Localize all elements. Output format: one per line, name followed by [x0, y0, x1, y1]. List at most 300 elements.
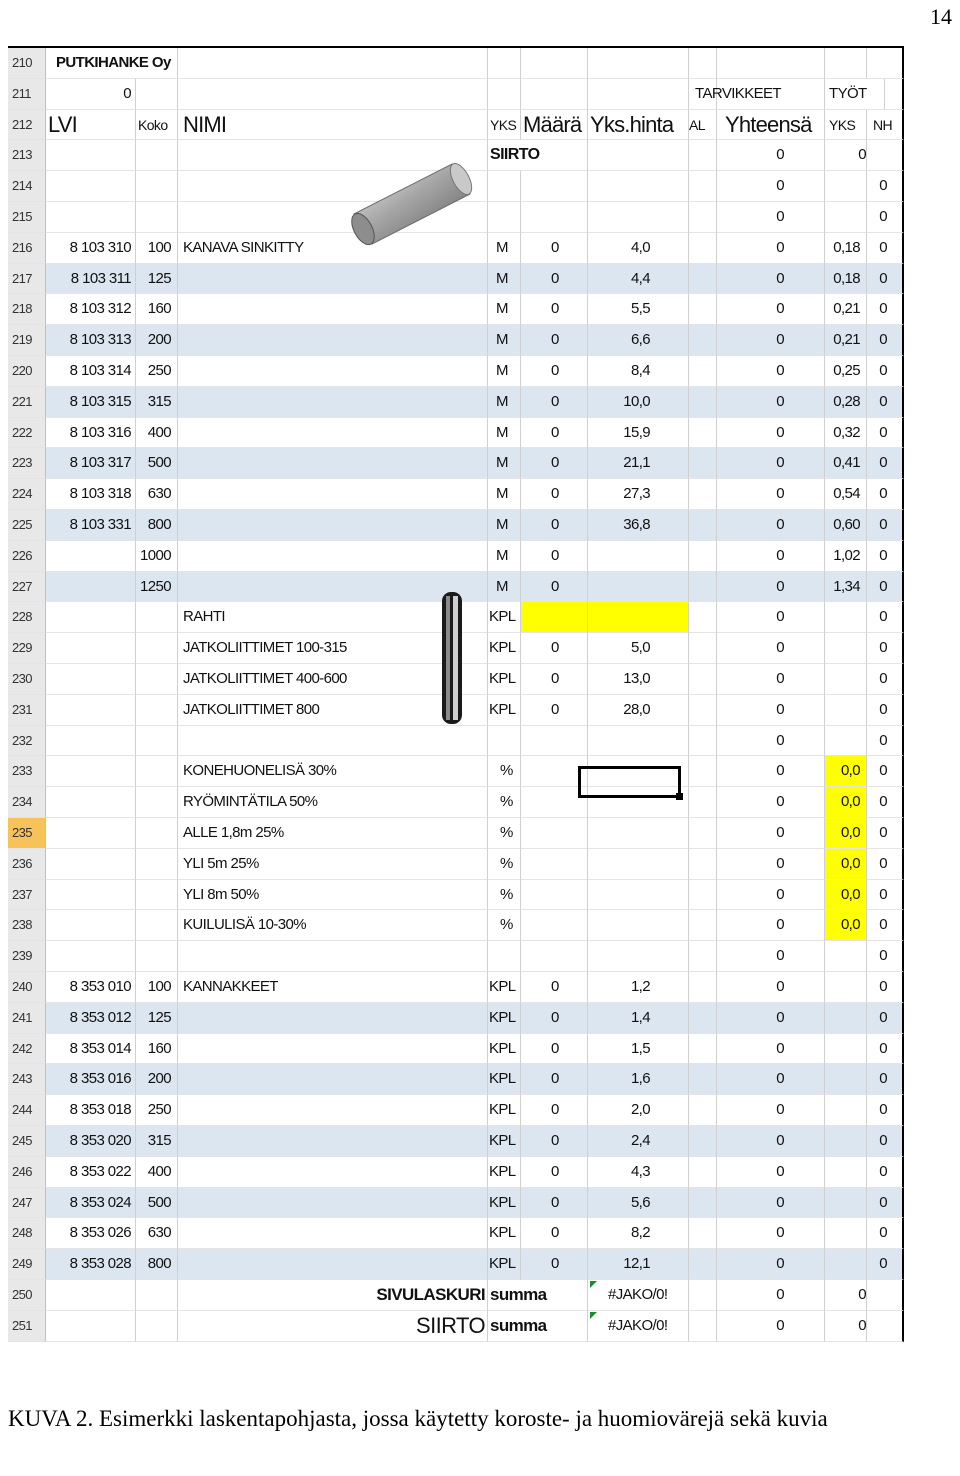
cell[interactable]: 0 [521, 264, 588, 295]
cell[interactable]: 0 [717, 695, 825, 726]
cell[interactable] [136, 787, 178, 818]
cell[interactable]: 0 [717, 448, 825, 479]
cell[interactable] [689, 572, 717, 603]
cell[interactable] [136, 726, 178, 757]
cell[interactable]: M [488, 264, 521, 295]
cell[interactable]: 0 [867, 1034, 904, 1065]
row-header[interactable]: 248 [8, 1218, 46, 1249]
cell[interactable] [689, 602, 717, 633]
cell[interactable] [689, 479, 717, 510]
cell[interactable]: M [488, 479, 521, 510]
cell[interactable]: 0 [521, 541, 588, 572]
cell[interactable] [689, 1311, 717, 1342]
cell[interactable]: 500 [136, 1188, 178, 1219]
cell[interactable]: 0 [717, 787, 825, 818]
cell[interactable]: 8 353 018 [46, 1095, 136, 1126]
cell[interactable] [521, 880, 588, 911]
cell[interactable] [178, 48, 488, 79]
row-header[interactable]: 237 [8, 880, 46, 911]
cell[interactable] [867, 1280, 904, 1311]
row-header[interactable]: 213 [8, 140, 46, 171]
cell[interactable]: 8 103 318 [46, 479, 136, 510]
cell[interactable]: YLI 8m 50% [178, 880, 488, 911]
cell[interactable] [689, 1218, 717, 1249]
cell[interactable] [825, 1218, 867, 1249]
cell[interactable]: 315 [136, 1126, 178, 1157]
row-header[interactable]: 245 [8, 1126, 46, 1157]
cell[interactable]: 0 [521, 510, 588, 541]
cell[interactable]: 0 [521, 633, 588, 664]
cell[interactable] [136, 818, 178, 849]
cell[interactable] [46, 849, 136, 880]
cell[interactable] [178, 1126, 488, 1157]
cell[interactable] [689, 910, 717, 941]
cell[interactable]: 8 353 024 [46, 1188, 136, 1219]
cell[interactable] [521, 79, 588, 110]
cell[interactable]: 12,1 [588, 1249, 689, 1280]
cell[interactable]: 0 [717, 849, 825, 880]
cell[interactable]: 0 [867, 664, 904, 695]
cell[interactable] [46, 756, 136, 787]
cell[interactable] [136, 140, 178, 171]
cell[interactable]: 1,2 [588, 972, 689, 1003]
cell[interactable]: 1,34 [825, 572, 867, 603]
cell[interactable]: KPL [488, 1095, 521, 1126]
cell[interactable]: 0 [717, 541, 825, 572]
cell[interactable]: 4,3 [588, 1157, 689, 1188]
cell[interactable]: 500 [136, 448, 178, 479]
cell[interactable]: 0,21 [825, 325, 867, 356]
cell[interactable]: 8,2 [588, 1218, 689, 1249]
cell[interactable]: 0 [867, 202, 904, 233]
cell[interactable]: 0 [717, 664, 825, 695]
cell[interactable]: M [488, 541, 521, 572]
cell[interactable]: 0 [521, 356, 588, 387]
cell[interactable]: 0 [521, 1188, 588, 1219]
cell[interactable] [178, 418, 488, 449]
cell[interactable] [46, 202, 136, 233]
cell[interactable] [46, 171, 136, 202]
cell[interactable] [178, 1034, 488, 1065]
cell[interactable]: 0 [717, 756, 825, 787]
cell[interactable] [717, 48, 825, 79]
cell[interactable] [689, 233, 717, 264]
cell[interactable] [136, 79, 178, 110]
cell[interactable]: 8 103 314 [46, 356, 136, 387]
cell[interactable]: 0 [867, 695, 904, 726]
cell[interactable] [867, 140, 904, 171]
cell[interactable] [867, 79, 904, 110]
cell[interactable] [521, 910, 588, 941]
cell[interactable] [46, 941, 136, 972]
cell[interactable]: 400 [136, 1157, 178, 1188]
cell[interactable]: 8,4 [588, 356, 689, 387]
fill-handle[interactable] [676, 793, 683, 800]
row-header[interactable]: 214 [8, 171, 46, 202]
cell[interactable]: 1,6 [588, 1064, 689, 1095]
cell[interactable]: M [488, 572, 521, 603]
cell[interactable]: 0,0 [825, 910, 867, 941]
cell[interactable]: % [488, 787, 521, 818]
cell[interactable]: 1250 [136, 572, 178, 603]
row-header[interactable]: 231 [8, 695, 46, 726]
cell[interactable]: KPL [488, 1126, 521, 1157]
cell[interactable]: 0 [825, 1280, 867, 1311]
cell[interactable] [46, 572, 136, 603]
cell[interactable] [136, 171, 178, 202]
cell[interactable] [689, 1095, 717, 1126]
cell[interactable]: 200 [136, 325, 178, 356]
cell[interactable]: 0 [717, 972, 825, 1003]
cell[interactable]: KPL [488, 1188, 521, 1219]
cell[interactable] [46, 602, 136, 633]
cell[interactable]: 0 [825, 140, 867, 171]
cell[interactable]: 0 [867, 602, 904, 633]
row-header[interactable]: 238 [8, 910, 46, 941]
cell[interactable] [825, 1034, 867, 1065]
cell[interactable] [825, 972, 867, 1003]
cell[interactable]: 0 [867, 1218, 904, 1249]
cell[interactable]: 0 [717, 941, 825, 972]
cell[interactable] [689, 1034, 717, 1065]
cell[interactable]: 6,6 [588, 325, 689, 356]
cell[interactable]: 160 [136, 294, 178, 325]
cell[interactable]: AL [689, 110, 717, 141]
cell[interactable]: summa [488, 1311, 555, 1342]
cell[interactable]: YKS [825, 110, 867, 141]
cell[interactable]: 0,32 [825, 418, 867, 449]
cell[interactable]: 0 [867, 448, 904, 479]
cell[interactable]: 0 [717, 356, 825, 387]
cell[interactable]: 0 [717, 726, 825, 757]
cell[interactable]: 5,5 [588, 294, 689, 325]
cell[interactable]: 28,0 [588, 695, 689, 726]
cell[interactable]: KPL [488, 695, 521, 726]
cell[interactable]: 0 [521, 1157, 588, 1188]
cell[interactable]: M [488, 325, 521, 356]
cell[interactable]: 0 [717, 1126, 825, 1157]
cell[interactable]: 0 [867, 941, 904, 972]
row-header[interactable]: 236 [8, 849, 46, 880]
cell[interactable] [825, 1126, 867, 1157]
cell[interactable] [136, 756, 178, 787]
cell[interactable] [588, 818, 689, 849]
cell[interactable]: 0 [867, 726, 904, 757]
cell[interactable] [867, 48, 904, 79]
cell[interactable] [588, 880, 689, 911]
cell[interactable] [588, 1311, 689, 1342]
cell[interactable]: 0 [867, 418, 904, 449]
cell[interactable]: 10,0 [588, 387, 689, 418]
cell[interactable]: M [488, 510, 521, 541]
cell[interactable]: 0,21 [825, 294, 867, 325]
row-header[interactable]: 229 [8, 633, 46, 664]
cell[interactable]: 0 [867, 233, 904, 264]
cell[interactable]: 0 [521, 387, 588, 418]
cell[interactable]: 0 [717, 264, 825, 295]
cell[interactable] [178, 325, 488, 356]
row-header[interactable]: 226 [8, 541, 46, 572]
cell[interactable]: 8 103 316 [46, 418, 136, 449]
cell[interactable]: 0 [521, 664, 588, 695]
cell[interactable]: 0 [521, 294, 588, 325]
cell[interactable]: 8 353 010 [46, 972, 136, 1003]
cell[interactable]: 8 353 016 [46, 1064, 136, 1095]
cell[interactable]: KONEHUONELISÄ 30% [178, 756, 488, 787]
cell[interactable] [689, 972, 717, 1003]
cell[interactable] [178, 294, 488, 325]
cell[interactable] [178, 1157, 488, 1188]
cell[interactable]: 8 353 014 [46, 1034, 136, 1065]
cell[interactable] [46, 818, 136, 849]
cell[interactable]: 2,0 [588, 1095, 689, 1126]
row-header[interactable]: 223 [8, 448, 46, 479]
row-header[interactable]: 242 [8, 1034, 46, 1065]
cell[interactable]: 0,41 [825, 448, 867, 479]
cell[interactable]: 0 [521, 233, 588, 264]
cell[interactable]: 2,4 [588, 1126, 689, 1157]
cell[interactable]: 0,0 [825, 880, 867, 911]
cell[interactable]: 100 [136, 233, 178, 264]
cell[interactable] [588, 1280, 689, 1311]
row-header[interactable]: 228 [8, 602, 46, 633]
cell[interactable] [825, 1249, 867, 1280]
cell[interactable]: 8 103 311 [46, 264, 136, 295]
cell[interactable]: 0,18 [825, 233, 867, 264]
cell[interactable]: 0 [717, 818, 825, 849]
cell[interactable]: 200 [136, 1064, 178, 1095]
cell[interactable]: KPL [488, 972, 521, 1003]
cell[interactable]: % [488, 880, 521, 911]
cell[interactable] [46, 787, 136, 818]
cell[interactable] [46, 541, 136, 572]
cell[interactable] [521, 48, 588, 79]
cell[interactable]: 0 [867, 387, 904, 418]
cell[interactable] [689, 849, 717, 880]
cell[interactable]: 0,0 [825, 756, 867, 787]
cell[interactable] [689, 48, 717, 79]
cell[interactable] [136, 910, 178, 941]
cell[interactable]: 0 [521, 325, 588, 356]
cell[interactable] [178, 1003, 488, 1034]
cell[interactable] [178, 1064, 488, 1095]
cell[interactable]: Yhteensä [717, 110, 825, 141]
cell[interactable] [689, 1003, 717, 1034]
cell[interactable]: 0,0 [825, 818, 867, 849]
cell[interactable]: Yks.hinta [588, 110, 689, 141]
cell[interactable]: 0 [867, 1157, 904, 1188]
cell[interactable]: M [488, 418, 521, 449]
row-header[interactable]: 246 [8, 1157, 46, 1188]
cell[interactable] [521, 202, 588, 233]
cell[interactable]: 4,0 [588, 233, 689, 264]
row-header[interactable]: 243 [8, 1064, 46, 1095]
row-header[interactable]: 240 [8, 972, 46, 1003]
row-header[interactable]: 250 [8, 1280, 46, 1311]
cell[interactable] [178, 1095, 488, 1126]
row-header[interactable]: 224 [8, 479, 46, 510]
cell[interactable]: 8 353 020 [46, 1126, 136, 1157]
cell[interactable] [521, 849, 588, 880]
cell[interactable]: 8 353 028 [46, 1249, 136, 1280]
cell[interactable]: 125 [136, 1003, 178, 1034]
cell[interactable]: 0 [717, 233, 825, 264]
cell[interactable]: 0 [867, 1249, 904, 1280]
cell[interactable] [178, 726, 488, 757]
cell[interactable]: KPL [488, 1034, 521, 1065]
cell[interactable] [689, 356, 717, 387]
cell[interactable]: 1000 [136, 541, 178, 572]
row-header[interactable]: 249 [8, 1249, 46, 1280]
cell[interactable] [46, 726, 136, 757]
cell[interactable]: KUILULISÄ 10-30% [178, 910, 488, 941]
cell[interactable] [136, 202, 178, 233]
cell[interactable]: 0 [717, 572, 825, 603]
cell[interactable]: KANNAKKEET [178, 972, 488, 1003]
cell[interactable]: 0 [717, 1280, 825, 1311]
cell[interactable] [178, 1188, 488, 1219]
cell[interactable]: 8 353 012 [46, 1003, 136, 1034]
cell[interactable]: 0 [867, 880, 904, 911]
cell[interactable]: M [488, 387, 521, 418]
cell[interactable] [178, 448, 488, 479]
cell[interactable] [689, 633, 717, 664]
cell[interactable]: 400 [136, 418, 178, 449]
cell[interactable]: 0 [521, 1126, 588, 1157]
cell[interactable]: 250 [136, 1095, 178, 1126]
cell[interactable]: 0 [867, 818, 904, 849]
cell[interactable]: 0 [717, 325, 825, 356]
cell[interactable] [825, 633, 867, 664]
cell[interactable] [588, 171, 689, 202]
cell[interactable]: 0 [521, 1003, 588, 1034]
cell[interactable]: 250 [136, 356, 178, 387]
cell[interactable] [588, 79, 689, 110]
cell[interactable] [588, 602, 689, 633]
cell[interactable]: 0 [867, 633, 904, 664]
cell[interactable]: 0 [867, 325, 904, 356]
cell[interactable]: PUTKIHANKE Oy [46, 48, 246, 79]
cell[interactable] [689, 664, 717, 695]
cell[interactable] [178, 79, 488, 110]
cell[interactable] [588, 849, 689, 880]
row-header[interactable]: 211 [8, 79, 46, 110]
cell[interactable]: 0 [867, 171, 904, 202]
cell[interactable]: KPL [488, 1157, 521, 1188]
cell[interactable] [825, 695, 867, 726]
cell[interactable]: KPL [488, 1003, 521, 1034]
cell[interactable]: 0 [717, 1218, 825, 1249]
cell[interactable]: KPL [488, 633, 521, 664]
cell[interactable]: ALLE 1,8m 25% [178, 818, 488, 849]
cell[interactable]: 5,6 [588, 1188, 689, 1219]
row-header[interactable]: 244 [8, 1095, 46, 1126]
cell[interactable] [689, 171, 717, 202]
row-header[interactable]: 247 [8, 1188, 46, 1219]
cell[interactable]: 0 [521, 1095, 588, 1126]
row-header[interactable]: 215 [8, 202, 46, 233]
cell[interactable]: 0 [867, 1095, 904, 1126]
cell[interactable]: 0 [521, 972, 588, 1003]
row-header[interactable]: 210 [8, 48, 46, 79]
cell[interactable] [825, 1157, 867, 1188]
cell[interactable]: 0 [717, 602, 825, 633]
cell[interactable] [689, 1157, 717, 1188]
cell[interactable] [178, 387, 488, 418]
cell[interactable] [521, 140, 588, 171]
cell[interactable] [825, 941, 867, 972]
row-header[interactable]: 233 [8, 756, 46, 787]
cell[interactable]: 27,3 [588, 479, 689, 510]
cell[interactable] [689, 541, 717, 572]
cell[interactable]: M [488, 356, 521, 387]
cell[interactable]: 0 [717, 880, 825, 911]
cell[interactable]: 0 [867, 1188, 904, 1219]
cell[interactable] [825, 48, 867, 79]
row-header[interactable]: 221 [8, 387, 46, 418]
row-header[interactable]: 220 [8, 356, 46, 387]
cell[interactable]: TYÖT [825, 79, 885, 110]
cell[interactable] [178, 479, 488, 510]
cell[interactable] [46, 140, 136, 171]
cell[interactable]: summa [488, 1280, 555, 1311]
cell[interactable]: 0 [717, 1311, 825, 1342]
cell[interactable]: 0 [867, 510, 904, 541]
cell[interactable]: YKS [488, 110, 521, 141]
cell[interactable]: 0 [867, 294, 904, 325]
cell[interactable] [178, 264, 488, 295]
cell[interactable]: 0 [717, 171, 825, 202]
cell[interactable] [825, 602, 867, 633]
cell[interactable] [178, 356, 488, 387]
cell[interactable]: KPL [488, 664, 521, 695]
cell[interactable]: M [488, 233, 521, 264]
cell[interactable] [488, 202, 521, 233]
cell[interactable]: 0 [46, 79, 136, 110]
cell[interactable]: M [488, 448, 521, 479]
cell[interactable]: NIMI [178, 110, 488, 141]
cell[interactable] [136, 664, 178, 695]
cell[interactable] [521, 941, 588, 972]
cell[interactable] [689, 880, 717, 911]
cell[interactable] [825, 726, 867, 757]
cell[interactable]: 15,9 [588, 418, 689, 449]
cell[interactable] [46, 910, 136, 941]
row-header[interactable]: 222 [8, 418, 46, 449]
cell[interactable] [136, 1280, 178, 1311]
cell[interactable]: 0 [521, 572, 588, 603]
cell[interactable]: 0 [521, 448, 588, 479]
cell[interactable]: 0 [717, 202, 825, 233]
cell[interactable]: 100 [136, 972, 178, 1003]
cell[interactable]: LVI [46, 110, 136, 141]
cell[interactable]: M [488, 294, 521, 325]
row-header[interactable]: 225 [8, 510, 46, 541]
cell[interactable] [178, 1249, 488, 1280]
cell[interactable]: 0,54 [825, 479, 867, 510]
cell[interactable] [689, 418, 717, 449]
cell[interactable] [825, 1095, 867, 1126]
cell[interactable] [136, 849, 178, 880]
cell[interactable]: 0 [717, 387, 825, 418]
cell[interactable] [689, 1188, 717, 1219]
cell[interactable]: 315 [136, 387, 178, 418]
cell[interactable] [689, 387, 717, 418]
cell[interactable]: 0 [867, 1064, 904, 1095]
cell[interactable]: 0 [717, 1095, 825, 1126]
cell[interactable] [46, 1280, 136, 1311]
cell[interactable] [521, 1280, 588, 1311]
